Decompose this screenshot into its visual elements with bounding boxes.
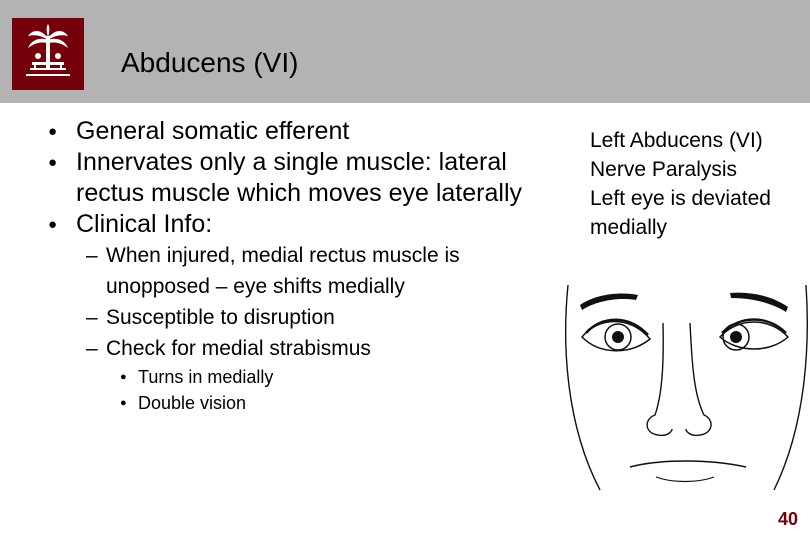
list-item <box>48 116 528 147</box>
nose-left <box>647 323 672 435</box>
caption-line: Left Abducens (VI) <box>590 129 763 152</box>
university-logo <box>12 18 84 90</box>
sub-sub-list-item <box>48 390 528 416</box>
caption-line: Nerve Paralysis <box>590 158 738 181</box>
nose-right <box>686 323 711 435</box>
sub-list-item <box>48 302 528 333</box>
sub-bullet-text: When injured, medial rectus muscle is unopposed – eye shifts medially <box>106 244 460 298</box>
bullet-list <box>48 116 528 416</box>
sub-bullet-text: Check for medial strabismus <box>106 337 371 360</box>
sub-bullet-text: Susceptible to disruption <box>106 306 335 329</box>
pupil-viewer-left <box>612 331 624 343</box>
face-illustration <box>560 285 810 515</box>
sub-list-item <box>48 333 528 364</box>
bullet-icon: ● <box>48 154 58 171</box>
list-item <box>48 209 528 240</box>
dash-icon: – <box>86 306 98 329</box>
slide-header <box>0 0 810 103</box>
sub-list-item <box>48 240 528 302</box>
lower-lip <box>656 477 714 482</box>
bullet-icon: ● <box>120 397 127 409</box>
eyebrow-left-of-face <box>730 293 788 312</box>
bullet-icon: ● <box>48 216 58 233</box>
face-outline-left <box>566 285 600 490</box>
bullet-icon: ● <box>48 123 58 140</box>
figure-caption <box>590 126 808 242</box>
bullet-icon: ● <box>120 371 127 383</box>
caption-line: medially <box>590 216 668 239</box>
bullet-text: General somatic efferent <box>76 117 350 145</box>
caption-line: Left eye is deviated <box>590 187 771 210</box>
face-outline-right <box>774 285 807 490</box>
sub-sub-bullet-text: Turns in medially <box>138 367 274 387</box>
sub-sub-bullet-text: Double vision <box>138 393 247 413</box>
page-number: 40 <box>778 509 799 529</box>
list-item <box>48 147 528 209</box>
bullet-text: Innervates only a single muscle: lateral rectus muscle which moves eye laterally <box>76 148 522 207</box>
palmetto-seal-icon <box>12 18 84 90</box>
pupil-viewer-right <box>730 331 742 343</box>
dash-icon: – <box>86 244 98 267</box>
mouth-line <box>630 461 746 467</box>
bullet-text: Clinical Info: <box>76 210 213 238</box>
slide-title: Abducens (VI) <box>121 47 299 78</box>
eyebrow-right-of-face <box>580 293 638 310</box>
sub-sub-list-item <box>48 364 528 390</box>
dash-icon: – <box>86 337 98 360</box>
